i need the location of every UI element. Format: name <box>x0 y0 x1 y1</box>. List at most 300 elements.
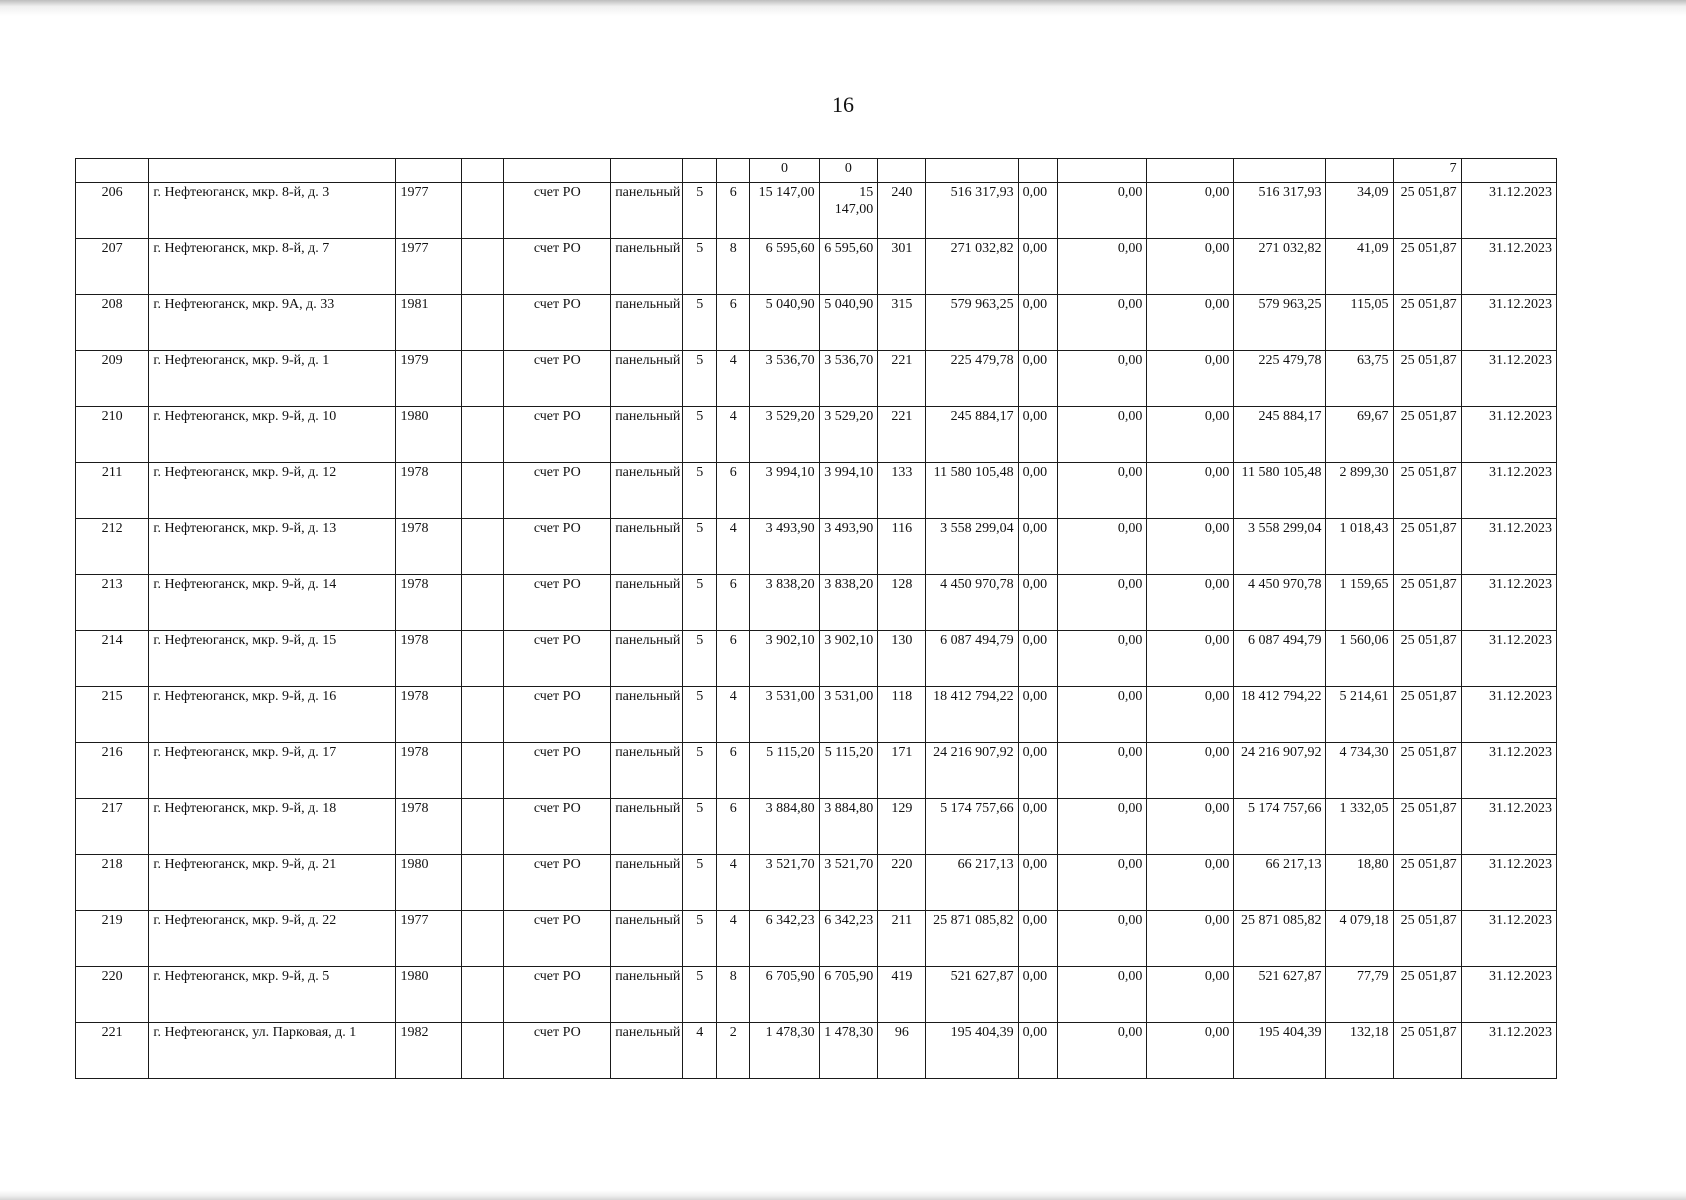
cell-wall-material: панельный <box>611 519 683 575</box>
table-row <box>76 239 1557 295</box>
table-row <box>76 631 1557 687</box>
cell-fund-3: 0,00 <box>1147 575 1234 631</box>
cell-fund-2: 0,00 <box>1058 463 1147 519</box>
cell-area-living: 1 478,30 <box>819 1023 878 1079</box>
cell-entrances: 6 <box>716 463 750 519</box>
cell-area-total: 3 536,70 <box>750 351 819 407</box>
continuation-cell <box>683 159 717 183</box>
cell-floors: 5 <box>683 239 717 295</box>
cell-residents: 129 <box>878 799 926 855</box>
continuation-cell <box>504 159 611 183</box>
cell-number: 221 <box>76 1023 149 1079</box>
cell-number: 207 <box>76 239 149 295</box>
cell-account: счет РО <box>504 351 611 407</box>
cell-residents: 221 <box>878 351 926 407</box>
cell-wall-material: панельный <box>611 687 683 743</box>
cell-residents: 130 <box>878 631 926 687</box>
cell-area-living: 5 115,20 <box>819 743 878 799</box>
cell-year: 1979 <box>396 351 462 407</box>
cell-wall-material: панельный <box>611 799 683 855</box>
cell-limit-cost: 25 051,87 <box>1393 743 1461 799</box>
cell-cost-owners: 245 884,17 <box>1234 407 1326 463</box>
cell-residents: 301 <box>878 239 926 295</box>
cell-specific-cost: 1 159,65 <box>1326 575 1393 631</box>
cell-limit-cost: 25 051,87 <box>1393 855 1461 911</box>
cell-limit-cost: 25 051,87 <box>1393 967 1461 1023</box>
cell-cost-owners: 24 216 907,92 <box>1234 743 1326 799</box>
cell-cost-owners: 11 580 105,48 <box>1234 463 1326 519</box>
cell-area-total: 6 342,23 <box>750 911 819 967</box>
cell-specific-cost: 1 560,06 <box>1326 631 1393 687</box>
cell-blank <box>462 687 504 743</box>
cell-year: 1978 <box>396 687 462 743</box>
cell-completion-date: 31.12.2023 <box>1461 687 1556 743</box>
cell-address: г. Нефтеюганск, мкр. 9-й, д. 18 <box>149 799 396 855</box>
cell-number: 208 <box>76 295 149 351</box>
continuation-cell <box>396 159 462 183</box>
cell-area-total: 3 493,90 <box>750 519 819 575</box>
cell-fund-3: 0,00 <box>1147 519 1234 575</box>
cell-completion-date: 31.12.2023 <box>1461 239 1556 295</box>
cell-area-total: 3 884,80 <box>750 799 819 855</box>
cell-fund-2: 0,00 <box>1058 407 1147 463</box>
housing-register-table <box>75 158 1557 1079</box>
cell-residents: 221 <box>878 407 926 463</box>
table-row <box>76 911 1557 967</box>
cell-floors: 4 <box>683 1023 717 1079</box>
cell-entrances: 4 <box>716 911 750 967</box>
cell-address: г. Нефтеюганск, мкр. 9-й, д. 1 <box>149 351 396 407</box>
cell-area-living: 3 884,80 <box>819 799 878 855</box>
cell-address: г. Нефтеюганск, мкр. 9А, д. 33 <box>149 295 396 351</box>
cell-area-living: 3 536,70 <box>819 351 878 407</box>
cell-completion-date: 31.12.2023 <box>1461 295 1556 351</box>
cell-area-total: 1 478,30 <box>750 1023 819 1079</box>
cell-cost-total: 245 884,17 <box>926 407 1018 463</box>
table-row <box>76 1023 1557 1079</box>
cell-fund-1: 0,00 <box>1018 799 1058 855</box>
cell-fund-2: 0,00 <box>1058 183 1147 239</box>
cell-fund-1: 0,00 <box>1018 967 1058 1023</box>
cell-fund-1: 0,00 <box>1018 687 1058 743</box>
cell-area-total: 6 705,90 <box>750 967 819 1023</box>
cell-limit-cost: 25 051,87 <box>1393 1023 1461 1079</box>
cell-fund-1: 0,00 <box>1018 295 1058 351</box>
cell-limit-cost: 25 051,87 <box>1393 911 1461 967</box>
cell-account: счет РО <box>504 911 611 967</box>
continuation-cell <box>716 159 750 183</box>
cell-limit-cost: 25 051,87 <box>1393 351 1461 407</box>
cell-year: 1978 <box>396 631 462 687</box>
cell-account: счет РО <box>504 519 611 575</box>
cell-specific-cost: 1 332,05 <box>1326 799 1393 855</box>
cell-blank <box>462 183 504 239</box>
cell-area-living: 3 902,10 <box>819 631 878 687</box>
cell-entrances: 4 <box>716 351 750 407</box>
cell-floors: 5 <box>683 687 717 743</box>
cell-fund-2: 0,00 <box>1058 239 1147 295</box>
cell-number: 214 <box>76 631 149 687</box>
cell-cost-total: 66 217,13 <box>926 855 1018 911</box>
continuation-cell: 7 <box>1393 159 1461 183</box>
cell-fund-2: 0,00 <box>1058 519 1147 575</box>
cell-blank <box>462 855 504 911</box>
cell-number: 219 <box>76 911 149 967</box>
cell-year: 1980 <box>396 855 462 911</box>
cell-entrances: 6 <box>716 631 750 687</box>
cell-blank <box>462 519 504 575</box>
cell-fund-3: 0,00 <box>1147 911 1234 967</box>
cell-address: г. Нефтеюганск, мкр. 8-й, д. 3 <box>149 183 396 239</box>
cell-number: 220 <box>76 967 149 1023</box>
cell-area-total: 3 994,10 <box>750 463 819 519</box>
cell-fund-1: 0,00 <box>1018 183 1058 239</box>
cell-address: г. Нефтеюганск, мкр. 9-й, д. 5 <box>149 967 396 1023</box>
cell-limit-cost: 25 051,87 <box>1393 799 1461 855</box>
cell-residents: 116 <box>878 519 926 575</box>
cell-cost-total: 579 963,25 <box>926 295 1018 351</box>
cell-fund-3: 0,00 <box>1147 743 1234 799</box>
cell-area-living: 3 529,20 <box>819 407 878 463</box>
cell-specific-cost: 2 899,30 <box>1326 463 1393 519</box>
cell-floors: 5 <box>683 575 717 631</box>
table-row <box>76 743 1557 799</box>
cell-fund-2: 0,00 <box>1058 967 1147 1023</box>
cell-number: 206 <box>76 183 149 239</box>
cell-area-total: 3 838,20 <box>750 575 819 631</box>
cell-address: г. Нефтеюганск, ул. Парковая, д. 1 <box>149 1023 396 1079</box>
cell-number: 213 <box>76 575 149 631</box>
cell-account: счет РО <box>504 1023 611 1079</box>
cell-residents: 133 <box>878 463 926 519</box>
cell-account: счет РО <box>504 743 611 799</box>
cell-completion-date: 31.12.2023 <box>1461 519 1556 575</box>
cell-area-total: 15 147,00 <box>750 183 819 239</box>
cell-area-living: 3 531,00 <box>819 687 878 743</box>
cell-specific-cost: 69,67 <box>1326 407 1393 463</box>
cell-wall-material: панельный <box>611 407 683 463</box>
cell-blank <box>462 295 504 351</box>
table-row <box>76 407 1557 463</box>
cell-number: 212 <box>76 519 149 575</box>
cell-completion-date: 31.12.2023 <box>1461 743 1556 799</box>
cell-fund-2: 0,00 <box>1058 351 1147 407</box>
cell-cost-owners: 195 404,39 <box>1234 1023 1326 1079</box>
cell-wall-material: панельный <box>611 575 683 631</box>
continuation-cell: 0 <box>819 159 878 183</box>
cell-cost-owners: 3 558 299,04 <box>1234 519 1326 575</box>
cell-fund-1: 0,00 <box>1018 239 1058 295</box>
cell-limit-cost: 25 051,87 <box>1393 631 1461 687</box>
cell-floors: 5 <box>683 799 717 855</box>
cell-area-living: 3 838,20 <box>819 575 878 631</box>
cell-floors: 5 <box>683 743 717 799</box>
cell-residents: 118 <box>878 687 926 743</box>
table-row <box>76 351 1557 407</box>
continuation-cell <box>462 159 504 183</box>
cell-wall-material: панельный <box>611 911 683 967</box>
cell-specific-cost: 77,79 <box>1326 967 1393 1023</box>
cell-cost-total: 3 558 299,04 <box>926 519 1018 575</box>
cell-fund-3: 0,00 <box>1147 295 1234 351</box>
cell-account: счет РО <box>504 967 611 1023</box>
cell-year: 1981 <box>396 295 462 351</box>
cell-year: 1977 <box>396 239 462 295</box>
cell-blank <box>462 351 504 407</box>
cell-cost-owners: 25 871 085,82 <box>1234 911 1326 967</box>
cell-completion-date: 31.12.2023 <box>1461 183 1556 239</box>
cell-cost-total: 24 216 907,92 <box>926 743 1018 799</box>
cell-wall-material: панельный <box>611 351 683 407</box>
cell-entrances: 6 <box>716 743 750 799</box>
cell-account: счет РО <box>504 631 611 687</box>
continuation-cell: 0 <box>750 159 819 183</box>
cell-completion-date: 31.12.2023 <box>1461 967 1556 1023</box>
cell-cost-owners: 516 317,93 <box>1234 183 1326 239</box>
cell-floors: 5 <box>683 967 717 1023</box>
table-row <box>76 967 1557 1023</box>
cell-fund-1: 0,00 <box>1018 911 1058 967</box>
cell-residents: 128 <box>878 575 926 631</box>
cell-number: 209 <box>76 351 149 407</box>
cell-address: г. Нефтеюганск, мкр. 9-й, д. 17 <box>149 743 396 799</box>
cell-fund-3: 0,00 <box>1147 855 1234 911</box>
cell-cost-total: 6 087 494,79 <box>926 631 1018 687</box>
cell-cost-owners: 18 412 794,22 <box>1234 687 1326 743</box>
cell-blank <box>462 463 504 519</box>
cell-limit-cost: 25 051,87 <box>1393 463 1461 519</box>
cell-residents: 220 <box>878 855 926 911</box>
cell-blank <box>462 631 504 687</box>
table-row <box>76 183 1557 239</box>
cell-limit-cost: 25 051,87 <box>1393 519 1461 575</box>
cell-fund-2: 0,00 <box>1058 743 1147 799</box>
cell-floors: 5 <box>683 631 717 687</box>
cell-completion-date: 31.12.2023 <box>1461 1023 1556 1079</box>
cell-specific-cost: 4 079,18 <box>1326 911 1393 967</box>
cell-year: 1980 <box>396 407 462 463</box>
cell-completion-date: 31.12.2023 <box>1461 463 1556 519</box>
cell-fund-1: 0,00 <box>1018 575 1058 631</box>
cell-fund-1: 0,00 <box>1018 743 1058 799</box>
cell-entrances: 4 <box>716 855 750 911</box>
cell-specific-cost: 115,05 <box>1326 295 1393 351</box>
cell-account: счет РО <box>504 575 611 631</box>
cell-completion-date: 31.12.2023 <box>1461 407 1556 463</box>
cell-cost-total: 11 580 105,48 <box>926 463 1018 519</box>
table-row <box>76 295 1557 351</box>
cell-cost-total: 4 450 970,78 <box>926 575 1018 631</box>
cell-number: 211 <box>76 463 149 519</box>
cell-floors: 5 <box>683 463 717 519</box>
table-row <box>76 519 1557 575</box>
table-row <box>76 575 1557 631</box>
cell-residents: 240 <box>878 183 926 239</box>
table-row <box>76 855 1557 911</box>
cell-fund-3: 0,00 <box>1147 687 1234 743</box>
cell-fund-2: 0,00 <box>1058 855 1147 911</box>
cell-entrances: 2 <box>716 1023 750 1079</box>
cell-fund-1: 0,00 <box>1018 855 1058 911</box>
continuation-cell <box>1018 159 1058 183</box>
cell-address: г. Нефтеюганск, мкр. 8-й, д. 7 <box>149 239 396 295</box>
cell-limit-cost: 25 051,87 <box>1393 295 1461 351</box>
cell-account: счет РО <box>504 239 611 295</box>
cell-residents: 419 <box>878 967 926 1023</box>
cell-number: 215 <box>76 687 149 743</box>
cell-area-total: 3 902,10 <box>750 631 819 687</box>
cell-account: счет РО <box>504 295 611 351</box>
cell-completion-date: 31.12.2023 <box>1461 631 1556 687</box>
cell-number: 210 <box>76 407 149 463</box>
cell-cost-owners: 521 627,87 <box>1234 967 1326 1023</box>
cell-fund-1: 0,00 <box>1018 463 1058 519</box>
cell-specific-cost: 4 734,30 <box>1326 743 1393 799</box>
cell-entrances: 6 <box>716 183 750 239</box>
cell-account: счет РО <box>504 463 611 519</box>
cell-cost-total: 516 317,93 <box>926 183 1018 239</box>
cell-fund-1: 0,00 <box>1018 1023 1058 1079</box>
cell-area-living: 3 493,90 <box>819 519 878 575</box>
continuation-cell <box>149 159 396 183</box>
scan-edge-bottom <box>0 1190 1686 1200</box>
cell-fund-1: 0,00 <box>1018 519 1058 575</box>
cell-specific-cost: 1 018,43 <box>1326 519 1393 575</box>
cell-address: г. Нефтеюганск, мкр. 9-й, д. 14 <box>149 575 396 631</box>
cell-blank <box>462 575 504 631</box>
cell-area-living: 5 040,90 <box>819 295 878 351</box>
cell-completion-date: 31.12.2023 <box>1461 799 1556 855</box>
cell-cost-owners: 4 450 970,78 <box>1234 575 1326 631</box>
continuation-cell <box>1058 159 1147 183</box>
cell-blank <box>462 799 504 855</box>
cell-cost-owners: 66 217,13 <box>1234 855 1326 911</box>
cell-wall-material: панельный <box>611 631 683 687</box>
cell-fund-2: 0,00 <box>1058 575 1147 631</box>
cell-cost-owners: 225 479,78 <box>1234 351 1326 407</box>
cell-area-living: 15 147,00 <box>819 183 878 239</box>
cell-area-living: 6 595,60 <box>819 239 878 295</box>
cell-fund-2: 0,00 <box>1058 799 1147 855</box>
cell-fund-2: 0,00 <box>1058 911 1147 967</box>
cell-residents: 315 <box>878 295 926 351</box>
cell-fund-1: 0,00 <box>1018 407 1058 463</box>
cell-blank <box>462 967 504 1023</box>
cell-cost-total: 5 174 757,66 <box>926 799 1018 855</box>
cell-year: 1977 <box>396 183 462 239</box>
continuation-cell <box>1234 159 1326 183</box>
cell-cost-total: 18 412 794,22 <box>926 687 1018 743</box>
cell-blank <box>462 743 504 799</box>
cell-year: 1978 <box>396 799 462 855</box>
cell-wall-material: панельный <box>611 855 683 911</box>
cell-fund-3: 0,00 <box>1147 967 1234 1023</box>
cell-wall-material: панельный <box>611 239 683 295</box>
cell-cost-total: 271 032,82 <box>926 239 1018 295</box>
cell-fund-3: 0,00 <box>1147 463 1234 519</box>
cell-wall-material: панельный <box>611 463 683 519</box>
cell-cost-owners: 579 963,25 <box>1234 295 1326 351</box>
cell-area-total: 6 595,60 <box>750 239 819 295</box>
cell-wall-material: панельный <box>611 295 683 351</box>
cell-fund-2: 0,00 <box>1058 687 1147 743</box>
cell-specific-cost: 18,80 <box>1326 855 1393 911</box>
cell-blank <box>462 1023 504 1079</box>
cell-area-living: 6 342,23 <box>819 911 878 967</box>
cell-year: 1978 <box>396 463 462 519</box>
cell-specific-cost: 34,09 <box>1326 183 1393 239</box>
cell-entrances: 4 <box>716 519 750 575</box>
cell-floors: 5 <box>683 855 717 911</box>
continuation-cell <box>611 159 683 183</box>
page-number: 16 <box>832 92 854 117</box>
cell-completion-date: 31.12.2023 <box>1461 911 1556 967</box>
cell-area-total: 3 521,70 <box>750 855 819 911</box>
cell-blank <box>462 239 504 295</box>
cell-area-living: 3 521,70 <box>819 855 878 911</box>
continuation-cell <box>878 159 926 183</box>
cell-specific-cost: 5 214,61 <box>1326 687 1393 743</box>
cell-limit-cost: 25 051,87 <box>1393 575 1461 631</box>
scan-edge-top <box>0 0 1686 16</box>
cell-limit-cost: 25 051,87 <box>1393 183 1461 239</box>
cell-fund-3: 0,00 <box>1147 799 1234 855</box>
table-row <box>76 463 1557 519</box>
cell-residents: 96 <box>878 1023 926 1079</box>
cell-address: г. Нефтеюганск, мкр. 9-й, д. 10 <box>149 407 396 463</box>
cell-address: г. Нефтеюганск, мкр. 9-й, д. 22 <box>149 911 396 967</box>
cell-cost-owners: 5 174 757,66 <box>1234 799 1326 855</box>
cell-area-living: 6 705,90 <box>819 967 878 1023</box>
cell-fund-3: 0,00 <box>1147 183 1234 239</box>
cell-address: г. Нефтеюганск, мкр. 9-й, д. 16 <box>149 687 396 743</box>
cell-year: 1977 <box>396 911 462 967</box>
cell-floors: 5 <box>683 519 717 575</box>
cell-number: 217 <box>76 799 149 855</box>
cell-address: г. Нефтеюганск, мкр. 9-й, д. 12 <box>149 463 396 519</box>
cell-floors: 5 <box>683 911 717 967</box>
cell-fund-3: 0,00 <box>1147 351 1234 407</box>
cell-limit-cost: 25 051,87 <box>1393 687 1461 743</box>
continuation-cell <box>1326 159 1393 183</box>
cell-fund-3: 0,00 <box>1147 239 1234 295</box>
cell-floors: 5 <box>683 183 717 239</box>
cell-completion-date: 31.12.2023 <box>1461 575 1556 631</box>
cell-fund-3: 0,00 <box>1147 1023 1234 1079</box>
cell-cost-owners: 6 087 494,79 <box>1234 631 1326 687</box>
cell-account: счет РО <box>504 407 611 463</box>
cell-area-total: 5 115,20 <box>750 743 819 799</box>
cell-account: счет РО <box>504 687 611 743</box>
cell-limit-cost: 25 051,87 <box>1393 407 1461 463</box>
cell-year: 1978 <box>396 519 462 575</box>
cell-blank <box>462 911 504 967</box>
cell-floors: 5 <box>683 295 717 351</box>
cell-area-living: 3 994,10 <box>819 463 878 519</box>
continuation-cell <box>1461 159 1556 183</box>
cell-address: г. Нефтеюганск, мкр. 9-й, д. 21 <box>149 855 396 911</box>
cell-specific-cost: 41,09 <box>1326 239 1393 295</box>
cell-specific-cost: 63,75 <box>1326 351 1393 407</box>
cell-fund-2: 0,00 <box>1058 295 1147 351</box>
cell-address: г. Нефтеюганск, мкр. 9-й, д. 15 <box>149 631 396 687</box>
cell-floors: 5 <box>683 407 717 463</box>
cell-blank <box>462 407 504 463</box>
cell-completion-date: 31.12.2023 <box>1461 351 1556 407</box>
cell-fund-3: 0,00 <box>1147 631 1234 687</box>
cell-entrances: 4 <box>716 687 750 743</box>
cell-cost-total: 521 627,87 <box>926 967 1018 1023</box>
